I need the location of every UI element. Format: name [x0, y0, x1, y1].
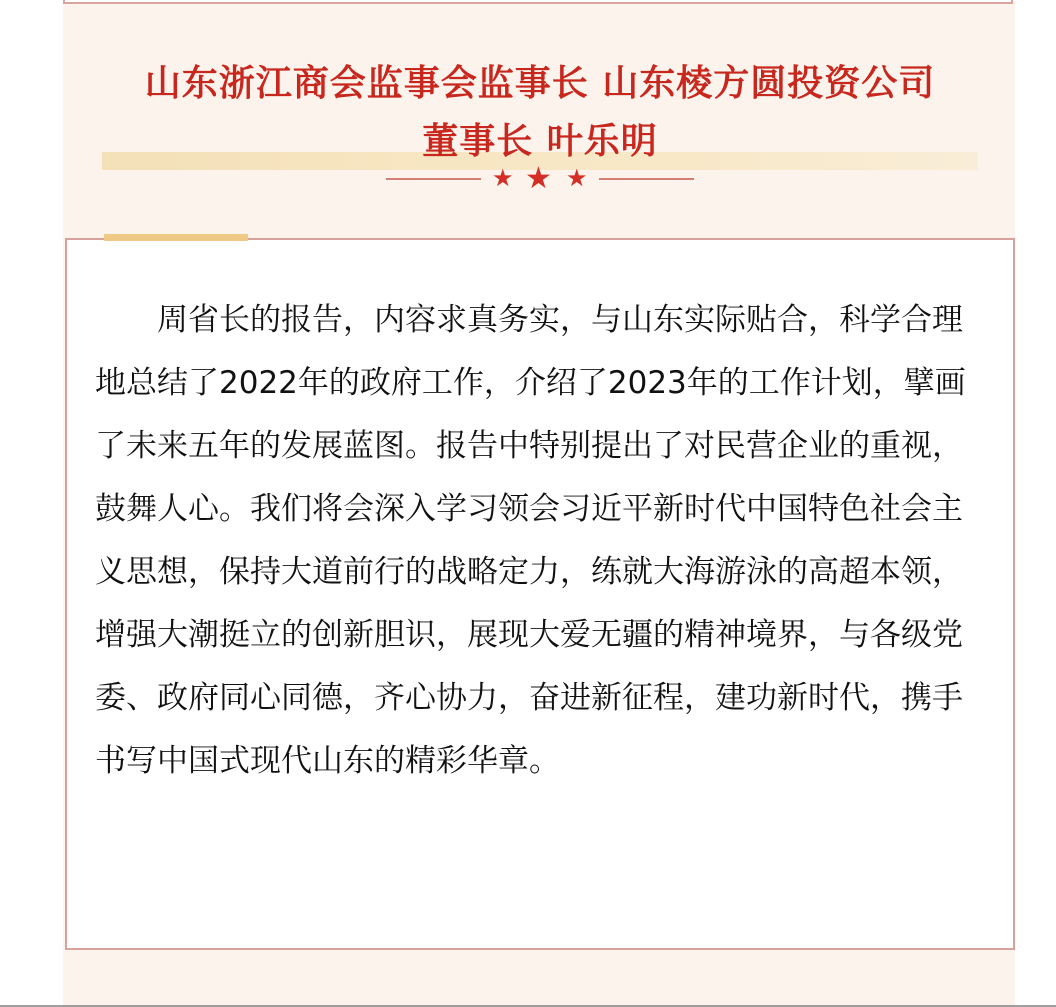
star-icon: ★: [566, 164, 588, 192]
top-frame-edge: [63, 0, 1013, 4]
star-icon: ★: [525, 161, 552, 196]
divider-right: [599, 178, 694, 180]
bottom-background-strip: [63, 950, 1015, 1007]
title-line-1: 山东浙江商会监事会监事长 山东棱方圆投资公司: [144, 63, 936, 104]
star-icon: ★: [492, 164, 514, 192]
body-paragraph: 周省长的报告，内容求真务实，与山东实际贴合，科学合理地总结了2022年的政府工作，介绍了2023年的工作计划，擘画了未来五年的发展蓝图。报告中特别提出了对民营企业的重视，鼓舞人心。我们将会深入学习领会习近平新时代中国特色社会主义思想，保持大道前行的战略定力，练就大海游泳的高超本领，增强大潮挺立的创新胆识，展现大爱无疆的精神境界，与各级党委、政府同心同德，齐心协力，奋进新征程，建功新时代，携手书写中国式现代山东的精彩华章。: [95, 302, 966, 779]
accent-strip: [104, 234, 248, 241]
divider-left: [386, 178, 481, 180]
title-line-2: 董事长 叶乐明: [422, 121, 658, 162]
